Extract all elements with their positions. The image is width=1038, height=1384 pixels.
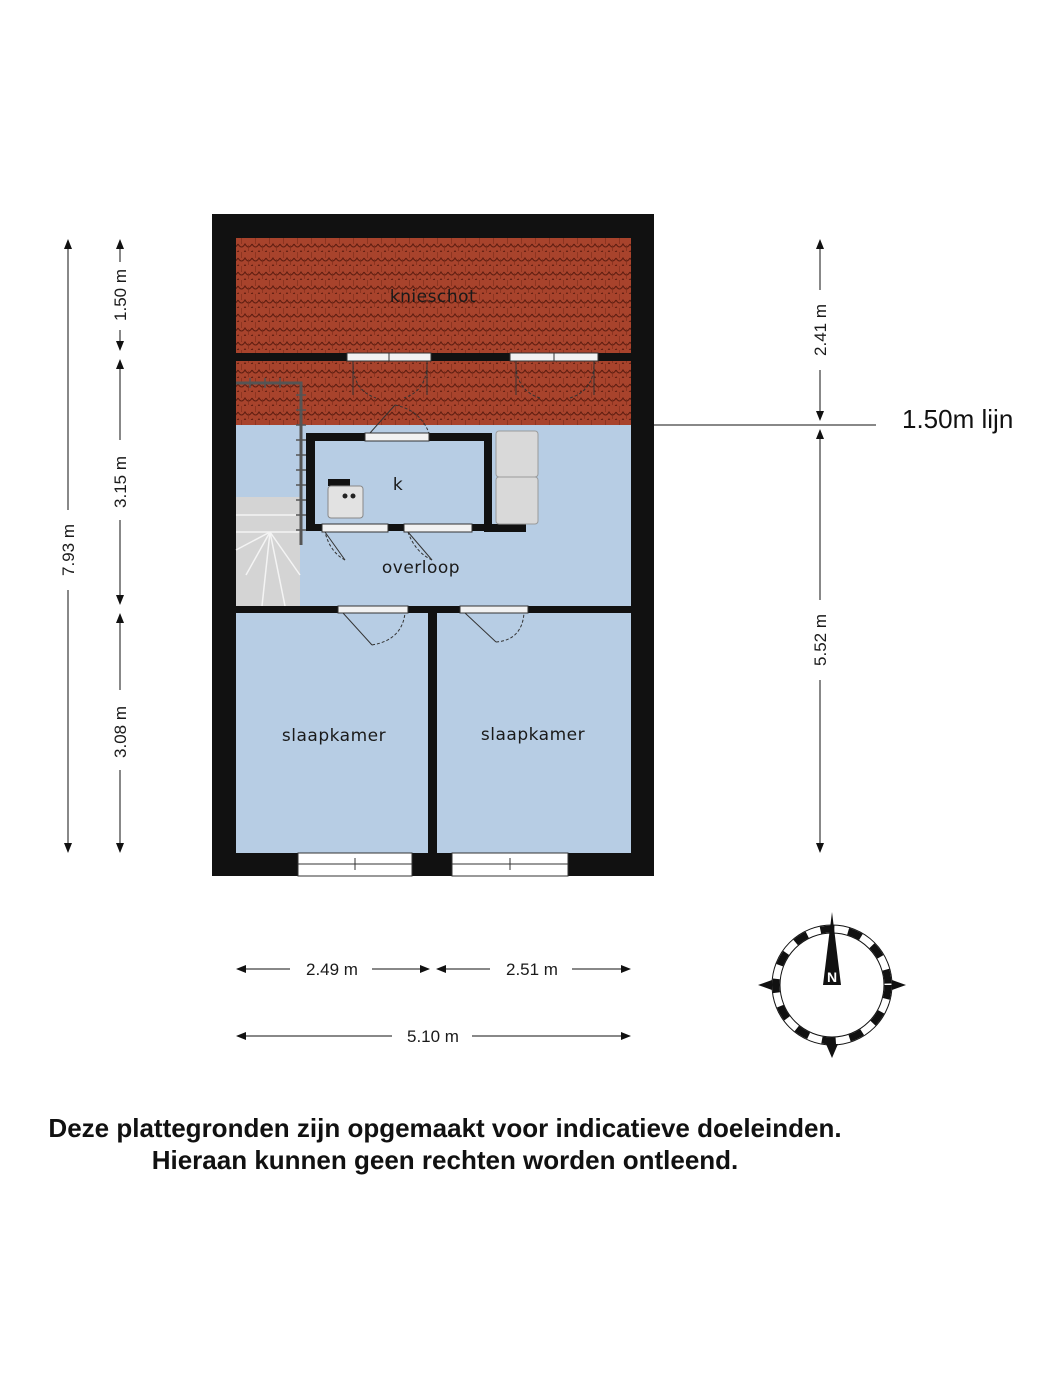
disclaimer-line-1: Deze plattegronden zijn opgemaakt voor indicatieve doeleinden.: [48, 1113, 842, 1143]
label-slaapkamer-right: slaapkamer: [480, 725, 586, 745]
roof-strip: [236, 361, 631, 425]
cabinet-top: [496, 431, 538, 477]
dim-slaapkamer-label: 3.08 m: [111, 706, 130, 758]
label-knieschot: knieschot: [389, 287, 477, 307]
dim-total-width-label: 5.10 m: [407, 1027, 459, 1046]
label-overloop: overloop: [381, 558, 461, 578]
compass-icon: [758, 912, 906, 1058]
boiler-top: [328, 479, 350, 486]
washing-machine: [328, 486, 363, 518]
label-slaapkamer-left: slaapkamer: [281, 726, 387, 746]
dim-total-height-label: 7.93 m: [59, 524, 78, 576]
disclaimer-line-2: Hieraan kunnen geen rechten worden ontleend.: [151, 1145, 739, 1175]
k-room-bottom-ext: [484, 524, 526, 532]
dim-right-upper-label: 2.41 m: [811, 304, 830, 356]
cabinet-bottom: [496, 477, 538, 524]
dim-knieschot-label: 1.50 m: [111, 269, 130, 321]
dim-width-right-label: 2.51 m: [506, 960, 558, 979]
dim-width-left-label: 2.49 m: [306, 960, 358, 979]
reference-line-label: 1.50m lijn: [902, 404, 1014, 434]
dim-bottom: [237, 969, 630, 1036]
label-k: k: [392, 475, 404, 495]
compass-north-label: N: [826, 969, 838, 985]
bedroom-divider-wall: [428, 606, 437, 853]
dim-overloop-label: 3.15 m: [111, 456, 130, 508]
dim-right-lower-label: 5.52 m: [811, 614, 830, 666]
